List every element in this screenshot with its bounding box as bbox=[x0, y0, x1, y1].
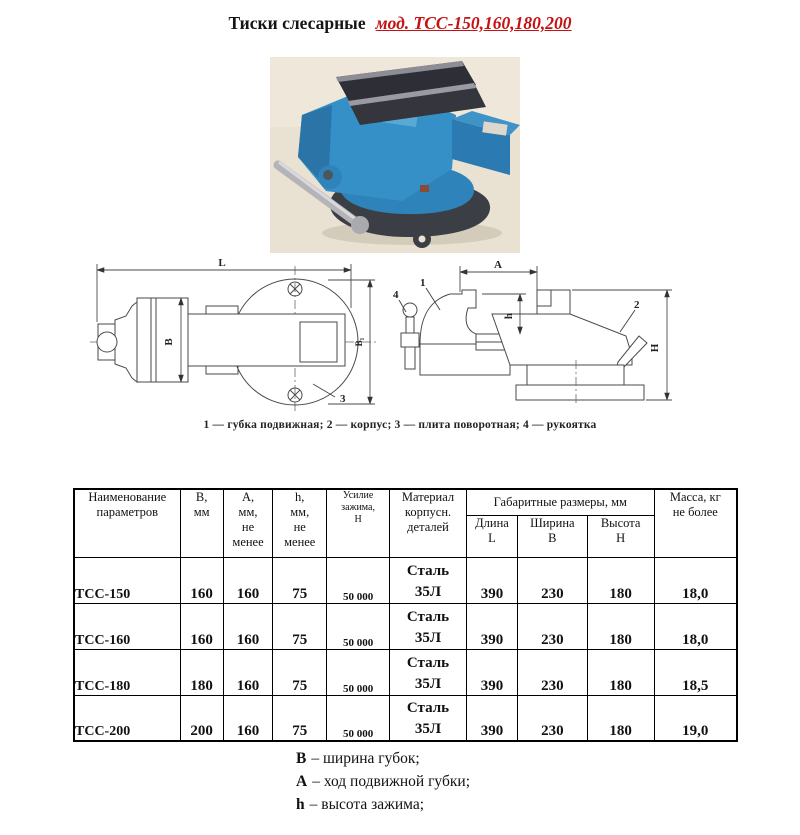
col-header-length: Длина L bbox=[466, 515, 517, 557]
header-row-1 bbox=[74, 489, 737, 515]
movable-carrier bbox=[115, 302, 137, 382]
col-group-dimensions: Габаритные размеры, мм bbox=[466, 489, 654, 515]
legend-item-h: h – высота зажима; bbox=[296, 796, 425, 813]
col-header-b: В, мм bbox=[180, 489, 223, 557]
dim-label-h: h bbox=[503, 312, 515, 320]
col-header-a: А, мм, не менее bbox=[223, 489, 273, 557]
model-name: ТСС-200 bbox=[74, 695, 180, 741]
part-label-4: 4 bbox=[393, 289, 399, 301]
col-header-h: h, мм, не менее bbox=[273, 489, 327, 557]
handle-knob bbox=[351, 216, 369, 234]
col-header-mass: Масса, кг не более bbox=[654, 489, 737, 557]
body-profile bbox=[492, 314, 632, 365]
page-title bbox=[0, 13, 800, 34]
dim-label-B: В bbox=[163, 338, 175, 346]
dimension-legend bbox=[296, 747, 470, 816]
table-row: ТСС-180 180 160 75 50 000 Сталь 35Л 390 230 180 18,5 bbox=[74, 649, 737, 695]
col-header-height: Высота Н bbox=[587, 515, 654, 557]
handle-tip bbox=[405, 347, 415, 369]
material-cell: Сталь 35Л bbox=[390, 603, 467, 649]
table-row: ТСС-160 160 160 75 50 000 Сталь 35Л 390 230 180 18,0 bbox=[74, 603, 737, 649]
dim-label-A: А bbox=[494, 259, 502, 271]
dim-label-B1: В₁ bbox=[354, 337, 364, 347]
material-cell: Сталь 35Л bbox=[390, 649, 467, 695]
handle-rod bbox=[406, 317, 414, 333]
drawing-top-view bbox=[88, 256, 380, 418]
title-models: мод. ТСС-150,160,180,200 bbox=[375, 13, 572, 33]
base-bolt bbox=[420, 185, 429, 192]
dim-label-L: L bbox=[218, 257, 226, 269]
movable-jaw-profile bbox=[420, 290, 476, 344]
part-label-2: 2 bbox=[634, 299, 640, 311]
part-label-1: 1 bbox=[420, 277, 426, 289]
drawing-side-view bbox=[392, 256, 684, 418]
title-product: Тиски слесарные bbox=[228, 13, 366, 33]
dim-label-H: Н bbox=[649, 343, 661, 353]
legend-item-A: A – ход подвижной губки; bbox=[296, 773, 470, 790]
leader-2 bbox=[620, 310, 635, 332]
model-name: ТСС-180 bbox=[74, 649, 180, 695]
col-header-name: Наименование параметров bbox=[74, 489, 180, 557]
base-step-lower bbox=[516, 385, 644, 400]
handle-nut bbox=[401, 333, 419, 347]
vise-photo bbox=[270, 57, 520, 253]
col-header-force: Усилие зажима, Н bbox=[327, 489, 390, 557]
material-cell: Сталь 35Л bbox=[390, 695, 467, 741]
spec-table bbox=[73, 488, 738, 742]
model-name: ТСС-160 bbox=[74, 603, 180, 649]
table-row: ТСС-200 200 160 75 50 000 Сталь 35Л 390 230 180 19,0 bbox=[74, 695, 737, 741]
leader-3 bbox=[313, 384, 335, 397]
material-cell: Сталь 35Л bbox=[390, 557, 467, 603]
legend-item-B: B – ширина губок; bbox=[296, 750, 420, 767]
model-name: ТСС-150 bbox=[74, 557, 180, 603]
fixed-jaw bbox=[537, 290, 570, 314]
col-header-material: Материал корпусн. деталей bbox=[390, 489, 467, 557]
drawing-caption: 1 — губка подвижная; 2 — корпус; 3 — плита поворотная; 4 — рукоятка bbox=[203, 419, 597, 431]
base-step-upper bbox=[527, 365, 624, 385]
part-label-3: 3 bbox=[340, 393, 346, 405]
col-header-width: Ширина В bbox=[518, 515, 588, 557]
handle-end-circle bbox=[97, 332, 117, 352]
base-lug-hole bbox=[419, 236, 426, 243]
table-row: ТСС-150 160 160 75 50 000 Сталь 35Л 390 230 180 18,0 bbox=[74, 557, 737, 603]
